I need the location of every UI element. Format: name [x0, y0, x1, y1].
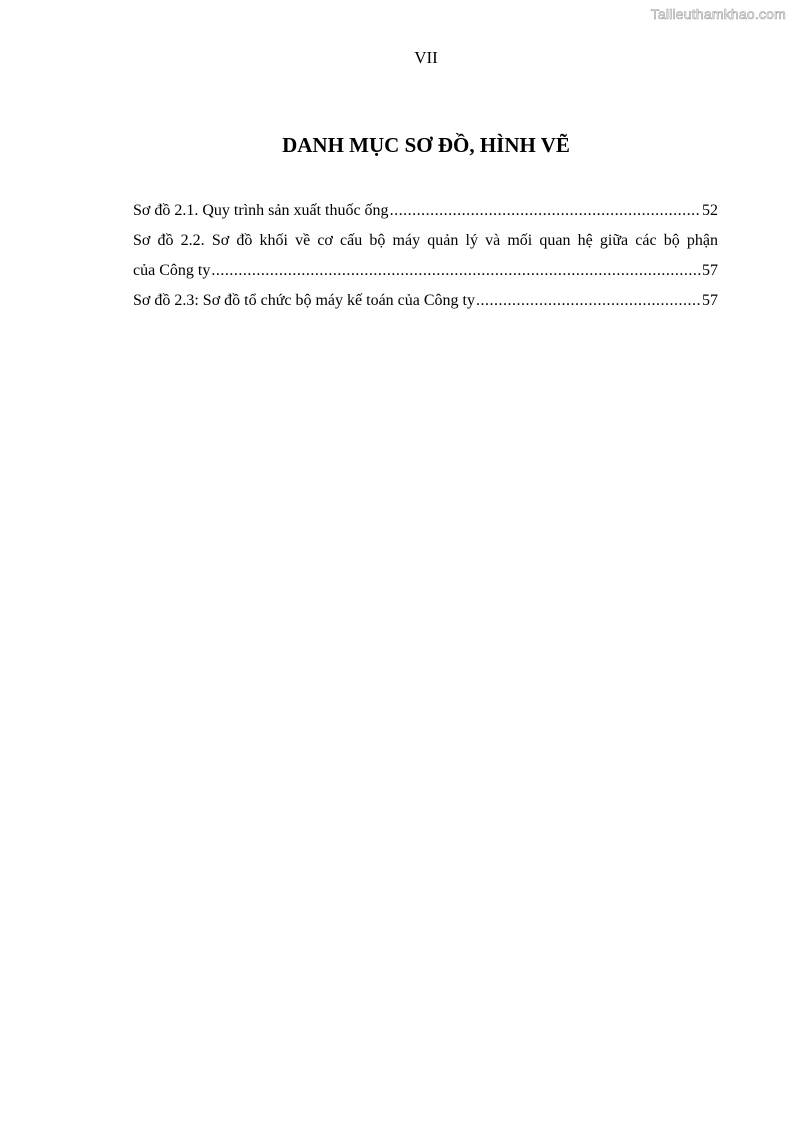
toc-entry-title: Sơ đồ 2.3: Sơ đồ tổ chức bộ máy kế toán của Công ty [133, 292, 475, 309]
page-number: VII [414, 48, 438, 67]
dot-leader [476, 286, 701, 316]
toc-line [133, 196, 718, 226]
toc-entry-page: 57 [702, 262, 718, 279]
dot-leader [390, 196, 701, 226]
toc-entry-title-line2: của Công ty [133, 262, 211, 279]
toc-entry-title-line1: Sơ đồ 2.2. Sơ đồ khối về cơ cấu bộ máy quản lý và mối quan hệ giữa các bộ phận [133, 232, 718, 249]
toc-line [133, 286, 718, 316]
page-title: DANH MỤC SƠ ĐỒ, HÌNH VẼ [282, 133, 570, 157]
toc-entry-page: 52 [702, 202, 718, 219]
toc-entry-page: 57 [702, 292, 718, 309]
toc-entry-1[interactable] [133, 196, 718, 226]
watermark-text: Tailieuthamkhao.com [650, 6, 786, 22]
figure-list [133, 196, 718, 316]
dot-leader [211, 256, 701, 286]
toc-line [133, 256, 718, 286]
toc-entry-3[interactable] [133, 286, 718, 316]
toc-entry-title: Sơ đồ 2.1. Quy trình sản xuất thuốc ống [133, 202, 389, 219]
toc-entry-2[interactable] [133, 226, 718, 286]
